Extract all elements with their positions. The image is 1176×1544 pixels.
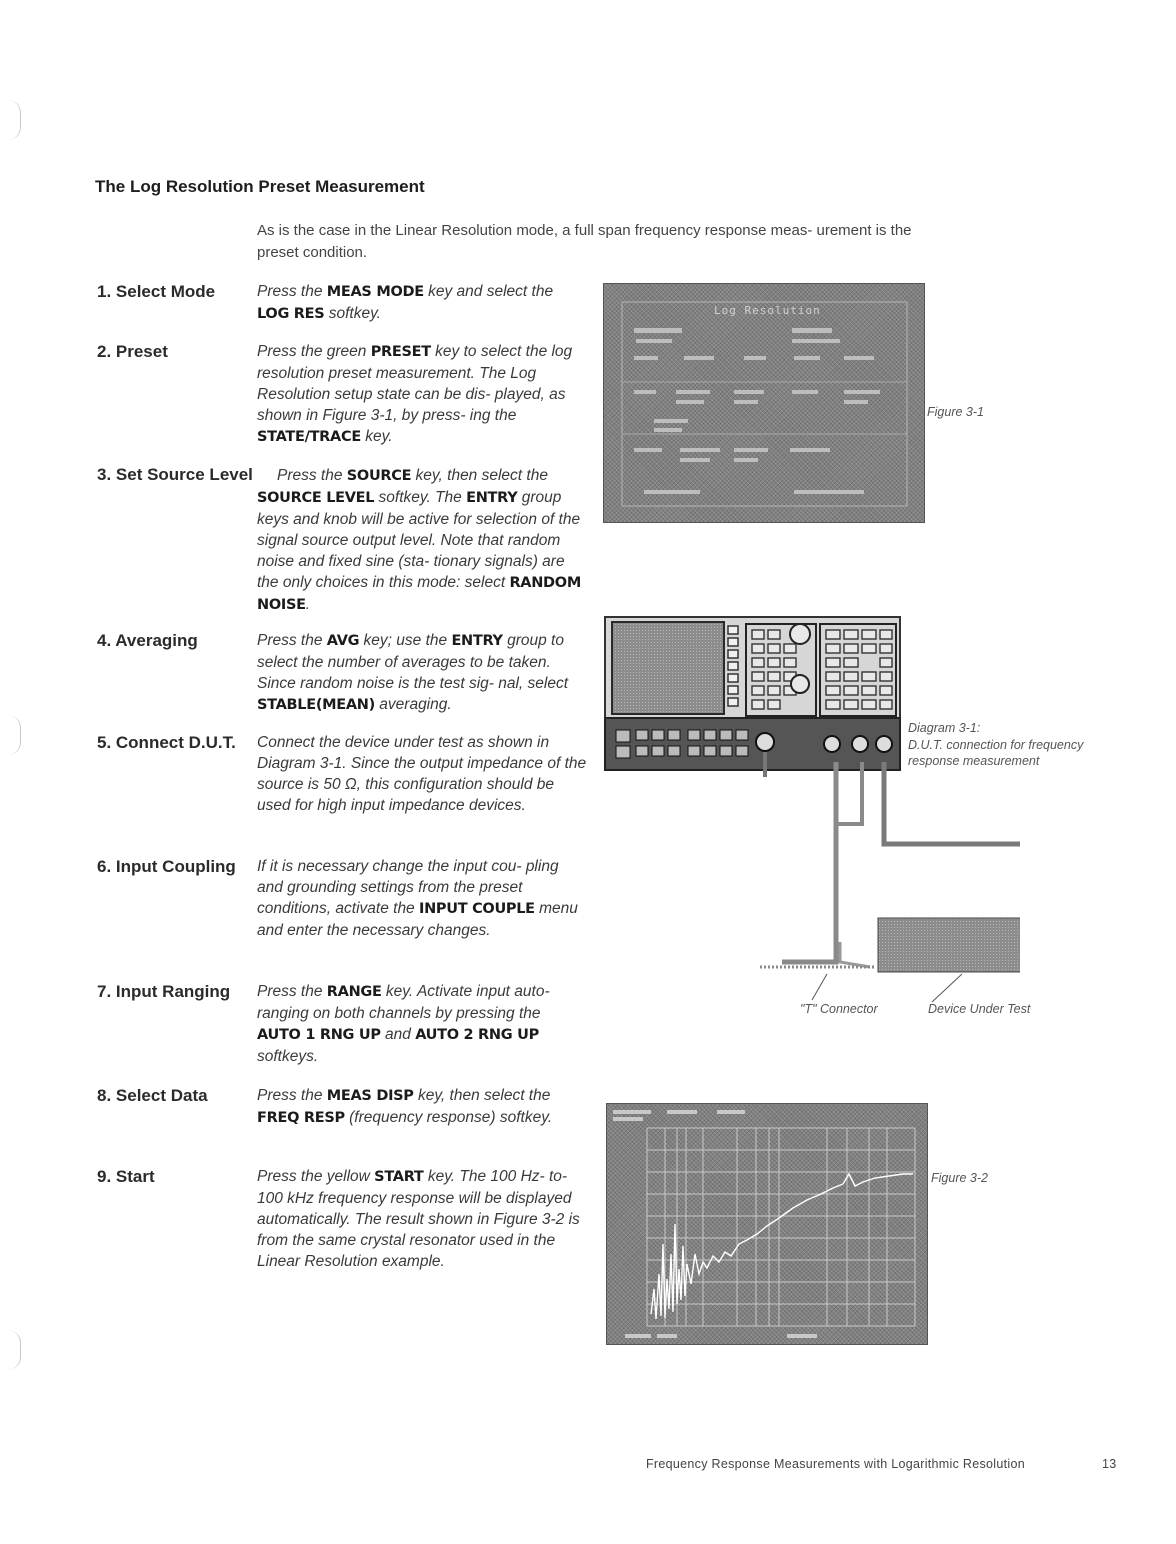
step-text-fragment: Press the yellow: [257, 1168, 375, 1185]
step-label: 7. Input Ranging: [97, 982, 231, 1001]
key-name: STATE/TRACE: [257, 429, 361, 445]
diagram-3-1-caption: D.U.T. connection for frequency response measurement: [908, 738, 1084, 768]
diagram-3-1-title: Diagram 3-1:: [908, 721, 981, 735]
step-text-fragment: group to select the number of averages to be taken. Since random noise is the test sig- nal, select: [257, 632, 569, 692]
step-text: [257, 1166, 587, 1272]
key-name: LOG RES: [257, 306, 325, 322]
step-text-fragment: softkey.: [324, 305, 381, 322]
step-text-fragment: key, then select the: [413, 1087, 551, 1104]
step-label: 5. Connect D.U.T.: [97, 733, 236, 752]
screen-detail: [604, 284, 924, 522]
step-text-fragment: softkey. The: [374, 489, 467, 506]
step-text: [257, 1085, 587, 1129]
figure-3-1-caption: Figure 3-1: [927, 405, 984, 419]
step-text-fragment: Press the green: [257, 343, 371, 360]
key-name: AUTO 2 RNG UP: [415, 1027, 539, 1043]
step-text-fragment: key. Activate input auto- ranging on both channels by pressing the: [257, 983, 550, 1022]
device-under-test: [878, 918, 1020, 972]
step-label: 8. Select Data: [97, 1086, 208, 1105]
step-text-fragment: softkeys.: [257, 1048, 319, 1065]
step-label: 3. Set Source Level: [97, 465, 253, 484]
page-number: 13: [1102, 1457, 1117, 1471]
key-name: MEAS MODE: [326, 284, 424, 300]
key-name: SOURCE: [346, 468, 412, 484]
step-text-fragment: Press the: [257, 632, 327, 649]
step-text: [257, 856, 587, 941]
step-text-fragment: Press the: [257, 283, 327, 300]
step-text-fragment: Connect the device under test as shown in Diagram 3-1. Since the output impedance of the source is 50 Ω, this configuration should be used for high input impedance devices.: [257, 734, 587, 814]
step-text: [257, 981, 587, 1067]
key-name: RANDOM NOISE: [257, 575, 581, 613]
screen-title: Log Resolution: [714, 304, 821, 317]
step-text-fragment: (frequency response) softkey.: [344, 1109, 553, 1126]
margin-mark: [8, 100, 21, 140]
step-text-fragment: key and select the: [423, 283, 554, 300]
key-name: SOURCE LEVEL: [257, 490, 375, 506]
key-name: AVG: [326, 633, 360, 649]
section-title: The Log Resolution Preset Measurement: [95, 177, 425, 196]
step-text-fragment: If it is necessary change the input cou- pling and grounding settings from the preset conditions, activate the: [257, 858, 559, 917]
step-label: 2. Preset: [97, 342, 168, 361]
cable-to-t-connector: [782, 762, 836, 962]
diagram-3-1: [600, 612, 1020, 1012]
key-name: AUTO 1 RNG UP: [257, 1027, 381, 1043]
margin-mark: [8, 715, 21, 755]
analyzer-crt-screen: [612, 622, 724, 714]
key-name: STABLE(MEAN): [257, 697, 375, 713]
step-text: [257, 341, 587, 448]
step-text-fragment: key, then select the: [411, 467, 548, 484]
step-text-fragment: Press the: [277, 467, 347, 484]
key-name: RANGE: [326, 984, 382, 1000]
step-text: [257, 630, 587, 716]
figure-3-1-screen: [603, 283, 925, 523]
step-label: 4. Averaging: [97, 631, 198, 650]
step-text-fragment: key. The 100 Hz- to-100 kHz frequency response will be displayed automatically. The result shown in Figure 3-2 is from the same crystal resonator used in the Linear Resolution example.: [257, 1168, 580, 1270]
key-name: FREQ RESP: [257, 1110, 345, 1126]
cable-to-dut: [884, 762, 1020, 844]
figure-3-2-screen: [606, 1103, 928, 1345]
step-text-fragment: Press the: [257, 983, 327, 1000]
figure-3-2-caption: Figure 3-2: [931, 1171, 988, 1185]
key-name: START: [374, 1169, 424, 1185]
step-text: [257, 732, 587, 816]
dut-label: Device Under Test: [928, 1002, 1031, 1016]
key-name: ENTRY: [466, 490, 518, 506]
step-label: 9. Start: [97, 1167, 155, 1186]
step-text: [257, 465, 587, 616]
step-text-fragment: .: [305, 596, 311, 613]
key-name: INPUT COUPLE: [419, 901, 535, 917]
key-name: MEAS DISP: [326, 1088, 414, 1104]
t-connector-label: "T" Connector: [800, 1002, 878, 1016]
step-label: 1. Select Mode: [97, 282, 216, 301]
step-text-fragment: key to select the log resolution preset measurement. The Log Resolution setup state can be dis- played, as shown in Figure 3-1, by press- ing the: [257, 343, 573, 424]
step-text-fragment: key; use the: [359, 632, 452, 649]
margin-mark: [8, 1330, 21, 1370]
step-text-fragment: group keys and knob will be active for selection of the signal source output level. Note that random noise and fixed sine (sta- tionary signals) are the only choices in this mode: select: [257, 489, 581, 591]
step-label: 6. Input Coupling: [97, 857, 236, 876]
step-text-fragment: key.: [360, 428, 393, 445]
step-text-fragment: Press the: [257, 1087, 327, 1104]
footer-running-title: Frequency Response Measurements with Logarithmic Resolution: [646, 1457, 1025, 1471]
key-name: PRESET: [370, 344, 431, 360]
intro-paragraph: As is the case in the Linear Resolution mode, a full span frequency response meas- urement is the preset condition.: [257, 222, 912, 261]
step-text-fragment: averaging.: [374, 696, 452, 713]
step-text: [257, 281, 587, 325]
step-text-fragment: and: [380, 1026, 416, 1043]
step-text-fragment: menu and enter the necessary changes.: [257, 900, 578, 939]
key-name: ENTRY: [451, 633, 503, 649]
frequency-response-plot: [607, 1104, 927, 1344]
